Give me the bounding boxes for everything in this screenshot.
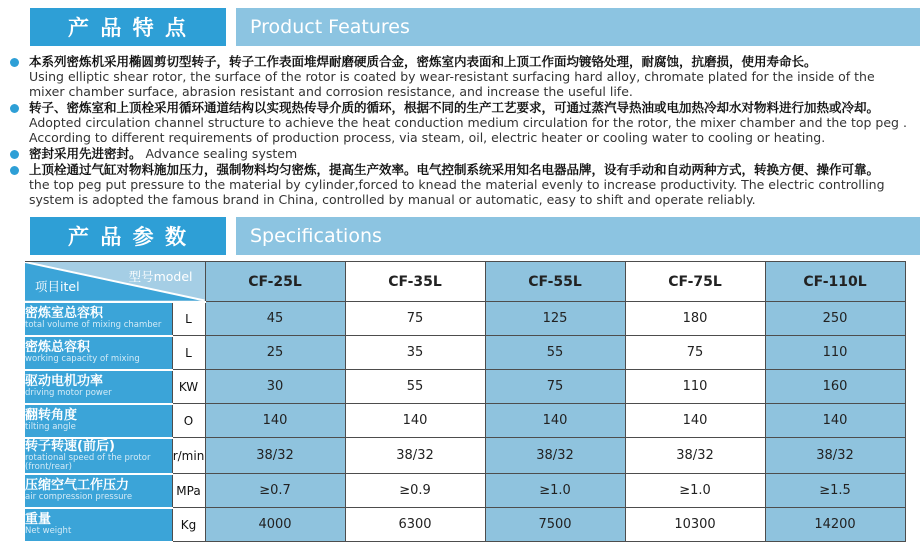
feature-text-en: Adopted circulation channel structure to achieve the heat conduction medium circulation for the rotor, the mixer chamber and the top peg . According to different requirements of production process, via steam, oil, electric heater or cooling water to cooling or heating. [29,115,907,145]
value-cell: 250 [765,302,905,336]
table-header-row [25,262,905,302]
model-header: CF-35L [345,262,485,302]
table-row [25,336,905,370]
row-label-en: tilting angle [25,422,76,433]
table-row [25,370,905,404]
value-cell: 10300 [625,508,765,542]
row-label-cn: 密炼室总容积 [25,306,104,322]
value-cell: 30 [205,370,345,404]
table-corner-cell [25,262,205,302]
value-cell: 75 [345,302,485,336]
row-label [25,302,172,336]
value-cell: 160 [765,370,905,404]
value-cell: 7500 [485,508,625,542]
model-header: CF-55L [485,262,625,302]
value-cell: 25 [205,336,345,370]
feature-text-en: Using elliptic shear rotor, the surface of the rotor is coated by wear-resistant surfacing hard alloy, chromate plated for the inside of the mixer chamber surface, abrasion resistant and corrosion resistance, and increase the useful life. [29,69,875,99]
table-row [25,438,905,474]
unit-cell: KW [172,370,205,404]
value-cell: 55 [485,336,625,370]
value-cell: ≥0.9 [345,474,485,508]
value-cell: 6300 [345,508,485,542]
value-cell: 110 [765,336,905,370]
table-row [25,508,905,542]
features-title-en: Product Features [236,8,920,46]
row-label-cn: 重量 [25,512,52,528]
feature-text-cn: 本系列密炼机采用椭圆剪切型转子，转子工作表面堆焊耐磨硬质合金，密炼室内表面和上顶工作面均镀铬处理，耐腐蚀，抗磨损，使用寿命长。 [29,54,817,69]
feature-text-en: the top peg put pressure to the material by cylinder,forced to knead the material evenly to increase productivity. The electric controlling system is adopted the famous brand in China, controlled by manual or automatic, easy to shift and operate reliably. [29,177,885,207]
corner-label-item: 项目itel [35,278,80,294]
value-cell: 45 [205,302,345,336]
value-cell: 38/32 [765,438,905,474]
value-cell: 125 [485,302,625,336]
value-cell: 140 [625,404,765,438]
specs-section-header [30,217,920,255]
unit-cell: Kg [172,508,205,542]
value-cell: 38/32 [205,438,345,474]
specs-title-en: Specifications [236,217,920,255]
value-cell: ≥1.5 [765,474,905,508]
row-label-en: total volume of mixing chamber [25,320,162,331]
corner-label-model: 型号model [128,269,193,284]
row-label-cn: 翻转角度 [25,408,78,424]
row-label [25,474,172,508]
value-cell: 140 [205,404,345,438]
table-row [25,302,905,336]
catalog-page [0,8,923,557]
row-label [25,336,172,370]
feature-text-en: Advance sealing system [145,146,298,161]
value-cell: 38/32 [345,438,485,474]
row-label-en: driving motor power [25,388,112,399]
model-header: CF-110L [765,262,905,302]
value-cell: 75 [625,336,765,370]
bullet-icon [10,104,19,113]
value-cell: 75 [485,370,625,404]
table-row [25,404,905,438]
features-section-header [30,8,920,46]
row-label [25,370,172,404]
model-header: CF-25L [205,262,345,302]
row-label-cn: 驱动电机功率 [25,374,104,390]
row-label [25,508,172,542]
unit-cell: MPa [172,474,205,508]
value-cell: 140 [345,404,485,438]
row-label [25,404,172,438]
row-label-en: rotational speed of the protor (front/rear) [25,452,151,472]
spec-table [25,261,906,543]
bullet-icon [10,58,19,67]
features-title-cn: 产 品 特 点 [30,8,226,46]
row-label-en: air compression pressure [25,492,133,503]
feature-item [8,54,911,99]
row-label-cn: 压缩空气工作压力 [25,478,130,494]
features-list [8,54,911,207]
value-cell: 140 [765,404,905,438]
row-label [25,438,172,474]
value-cell: 140 [485,404,625,438]
bullet-icon [10,166,19,175]
model-header: CF-75L [625,262,765,302]
feature-item [8,146,911,161]
feature-text-cn: 密封采用先进密封。 [29,146,142,161]
value-cell: 35 [345,336,485,370]
feature-text-cn: 转子、密炼室和上顶栓采用循环通道结构以实现热传导介质的循环，根据不同的生产工艺要求，可通过蒸汽导热油或电加热冷却水对物料进行加热或冷却。 [29,100,880,115]
value-cell: 110 [625,370,765,404]
value-cell: ≥0.7 [205,474,345,508]
specs-title-cn: 产 品 参 数 [30,217,226,255]
value-cell: ≥1.0 [625,474,765,508]
row-label-en: working capacity of mixing [25,354,140,365]
row-label-cn: 密炼总容积 [25,340,91,356]
unit-cell: L [172,336,205,370]
value-cell: 14200 [765,508,905,542]
feature-item [8,162,911,207]
feature-item [8,100,911,145]
value-cell: 38/32 [485,438,625,474]
unit-cell: r/min [172,438,205,474]
value-cell: 38/32 [625,438,765,474]
unit-cell: O [172,404,205,438]
value-cell: ≥1.0 [485,474,625,508]
bullet-icon [10,150,19,159]
feature-text-cn: 上顶栓通过气缸对物料施加压力，强制物料均匀密炼，提高生产效率。电气控制系统采用知名电器品牌，设有手动和自动两种方式，转换方便、操作可靠。 [29,162,880,177]
table-row [25,474,905,508]
value-cell: 55 [345,370,485,404]
value-cell: 180 [625,302,765,336]
row-label-cn: 转子转速(前后) [25,438,115,454]
row-label-en: Net weight [25,526,72,537]
value-cell: 4000 [205,508,345,542]
unit-cell: L [172,302,205,336]
